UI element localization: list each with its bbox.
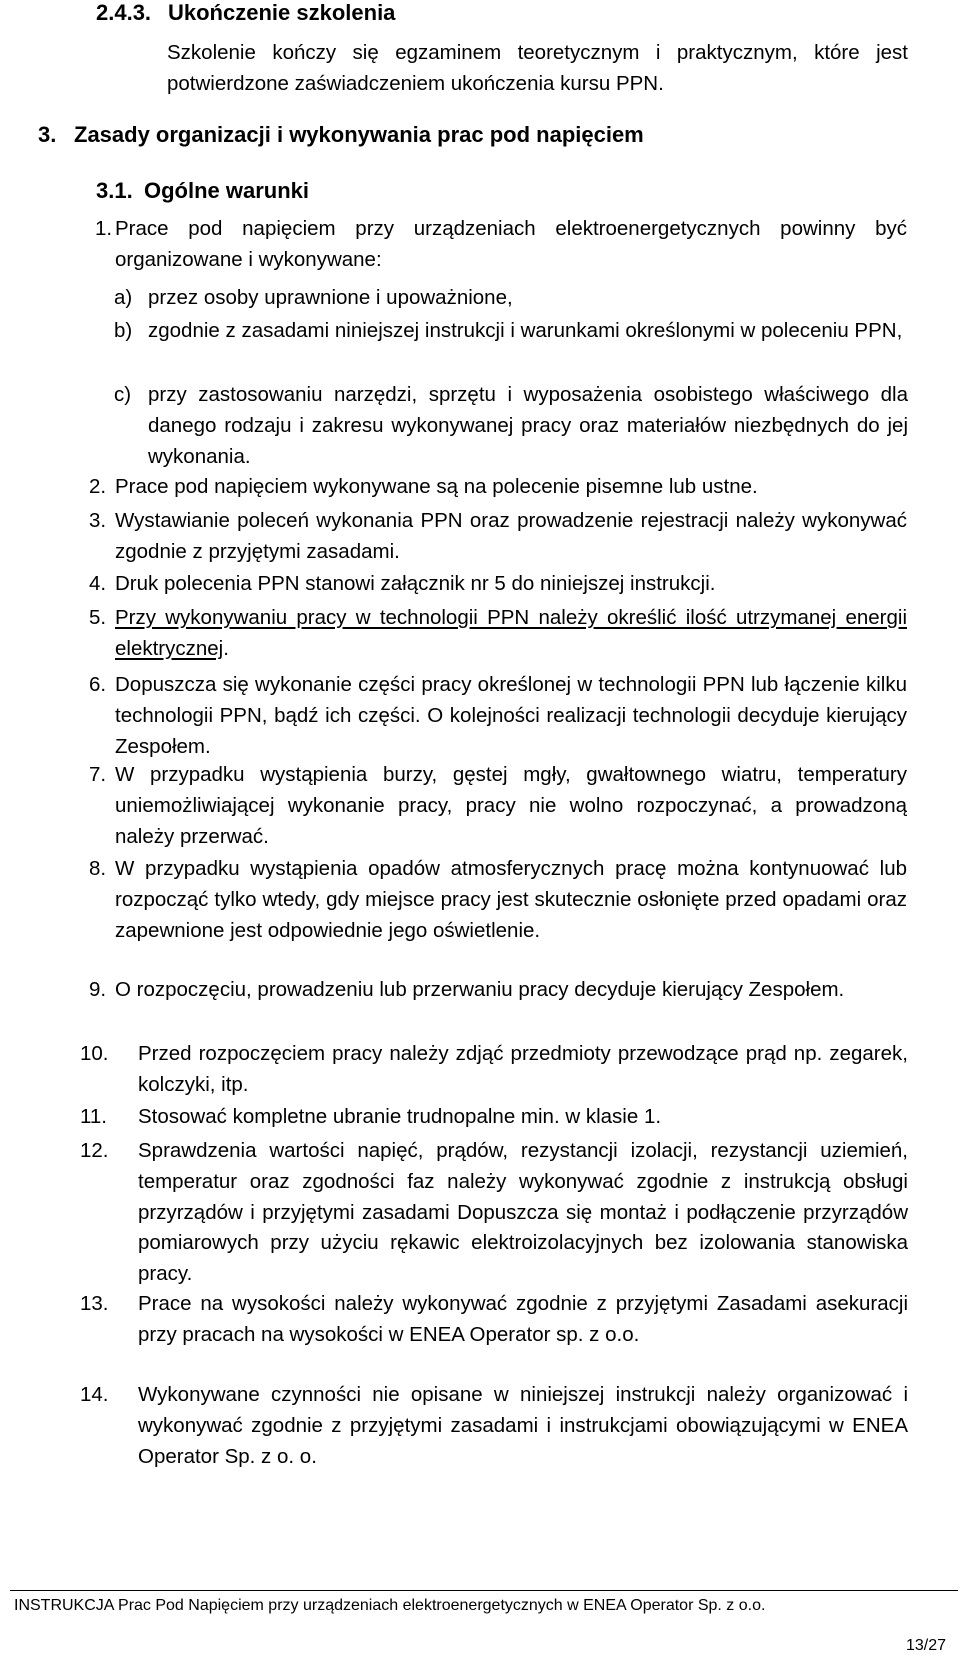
list-item-number: 3. <box>89 509 107 532</box>
list-item <box>80 1380 908 1473</box>
list-item-number: 8. <box>89 857 107 880</box>
list-item-text: Prace pod napięciem wykonywane są na polecenie pisemne lub ustne. <box>115 475 758 498</box>
list-item <box>89 472 907 503</box>
list-item-number: 2. <box>89 475 107 498</box>
section-title: Ukończenie szkolenia <box>168 0 396 25</box>
list-item-text: Dopuszcza się wykonanie części pracy określonej w technologii PPN lub łączenie kilku technologii PPN, bądź ich części. O kolejności realizacji technologii decyduje kierujący Zespołem. <box>115 673 907 758</box>
list-item <box>89 603 907 665</box>
section-paragraph: Szkolenie kończy się egzaminem teoretycznym i praktycznym, które jest potwierdzone zaświadczeniem ukończenia kursu PPN. <box>167 41 908 95</box>
section-title: Zasady organizacji i wykonywania prac pod napięciem <box>74 122 644 147</box>
text-tail: . <box>223 636 229 660</box>
underlined-text: Przy wykonywaniu pracy w technologii PPN należy określić ilość utrzymanej energii elektrycznej <box>115 606 907 660</box>
page-number: 13/27 <box>905 1637 946 1654</box>
list-item <box>80 1289 908 1382</box>
list-item-text <box>115 603 907 665</box>
list-item-text <box>115 214 907 276</box>
sub-list-item <box>114 283 908 314</box>
list-item-text: Druk polecenia PPN stanowi załącznik nr 5 do niniejszej instrukcji. <box>115 572 716 595</box>
list-item <box>89 854 907 978</box>
list-item-text: Prace na wysokości należy wykonywać zgodnie z przyjętymi Zasadami asekuracji przy pracach na wysokości w ENEA Operator sp. z o.o. <box>138 1292 908 1346</box>
list-item-number: 9. <box>89 978 107 1001</box>
section-number: 3.1. <box>96 178 133 203</box>
list-item-text: O rozpoczęciu, prowadzeniu lub przerwaniu pracy decyduje kierujący Zespołem. <box>115 978 845 1001</box>
list-item-number: 1. <box>95 217 113 240</box>
list-item <box>80 1039 908 1101</box>
list-item-number: 4. <box>89 572 107 595</box>
list-item-text-content: Prace pod napięciem przy urządzeniach elektroenergetycznych powinny być organizowane i wykonywane: <box>115 217 907 271</box>
list-item-number: 7. <box>89 763 107 786</box>
list-item <box>89 569 907 600</box>
section-heading-2-4-3 <box>96 0 395 28</box>
list-item <box>89 760 907 853</box>
list-item-number: 13. <box>80 1292 109 1315</box>
sub-list-item <box>114 316 908 378</box>
list-item-text: Wykonywane czynności nie opisane w niniejszej instrukcji należy organizować i wykonywać zgodnie z przyjętymi zasadami i instrukcjami obowiązującymi w ENEA Operator Sp. z o. o. <box>138 1383 908 1468</box>
list-item-text: Stosować kompletne ubranie trudnopalne min. w klasie 1. <box>138 1105 662 1128</box>
list-item <box>89 214 907 276</box>
sub-list-item-text: przez osoby uprawnione i upoważnione, <box>148 286 513 309</box>
sub-list-item-label: a) <box>114 286 133 309</box>
list-item <box>89 975 907 1037</box>
section-number: 2.4.3. <box>96 0 152 25</box>
section-number: 3. <box>38 122 57 147</box>
list-item-text: W przypadku wystąpienia burzy, gęstej mgły, gwałtownego wiatru, temperatury uniemożliwiającej wykonanie pracy, pracy nie wolno rozpoczynać, a prowadzoną należy przerwać. <box>115 763 907 848</box>
list-item-number: 12. <box>80 1139 109 1162</box>
section-title: Ogólne warunki <box>144 178 310 203</box>
list-item-text: Przed rozpoczęciem pracy należy zdjąć przedmioty przewodzące prąd np. zegarek, kolczyki, itp. <box>138 1042 908 1096</box>
list-item-number: 14. <box>80 1383 109 1406</box>
list-item <box>89 670 907 763</box>
footer-divider <box>10 1590 958 1591</box>
list-item-number: 5. <box>89 606 107 629</box>
sub-list-item-label: b) <box>114 319 133 342</box>
sub-list-item-text: przy zastosowaniu narzędzi, sprzętu i wyposażenia osobistego właściwego dla danego rodzaju i zakresu wykonywanej pracy oraz materiałów niezbędnych do jej wykonania. <box>148 383 908 468</box>
list-item-text: Wystawianie poleceń wykonania PPN oraz prowadzenie rejestracji należy wykonywać zgodnie z przyjętymi zasadami. <box>115 509 907 563</box>
section-heading-3 <box>38 120 644 150</box>
list-item <box>89 506 907 568</box>
list-item-text: W przypadku wystąpienia opadów atmosferycznych pracę można kontynuować lub rozpocząć tylko wtedy, gdy miejsce pracy jest skutecznie osłonięte przed opadami oraz zapewnione jest odpowiednie jego oświetlenie. <box>115 857 907 942</box>
list-item <box>80 1102 908 1133</box>
section-heading-3-1 <box>96 176 309 206</box>
list-item-number: 6. <box>89 673 107 696</box>
sub-list-item <box>114 380 908 473</box>
sub-list-item-label: c) <box>114 383 132 406</box>
list-item <box>80 1136 908 1291</box>
list-item-number: 10. <box>80 1042 109 1065</box>
list-item-number: 11. <box>80 1105 107 1128</box>
footer-text: INSTRUKCJA Prac Pod Napięciem przy urządzeniach elektroenergetycznych w ENEA Operator Sp. z o.o. <box>14 1597 766 1614</box>
list-item-text: Sprawdzenia wartości napięć, prądów, rezystancji izolacji, rezystancji uziemień, temperatur oraz zgodności faz należy wykonywać zgodnie z instrukcją obsługi przyrządów i przyjętymi zasadami Dopuszcza się montaż i podłączenie przyrządów pomiarowych przy użyciu rękawic elektroizolacyjnych bez izolowania stanowiska pracy. <box>138 1139 908 1286</box>
sub-list-item-text: zgodnie z zasadami niniejszej instrukcji i warunkami określonymi w poleceniu PPN, <box>148 319 903 342</box>
